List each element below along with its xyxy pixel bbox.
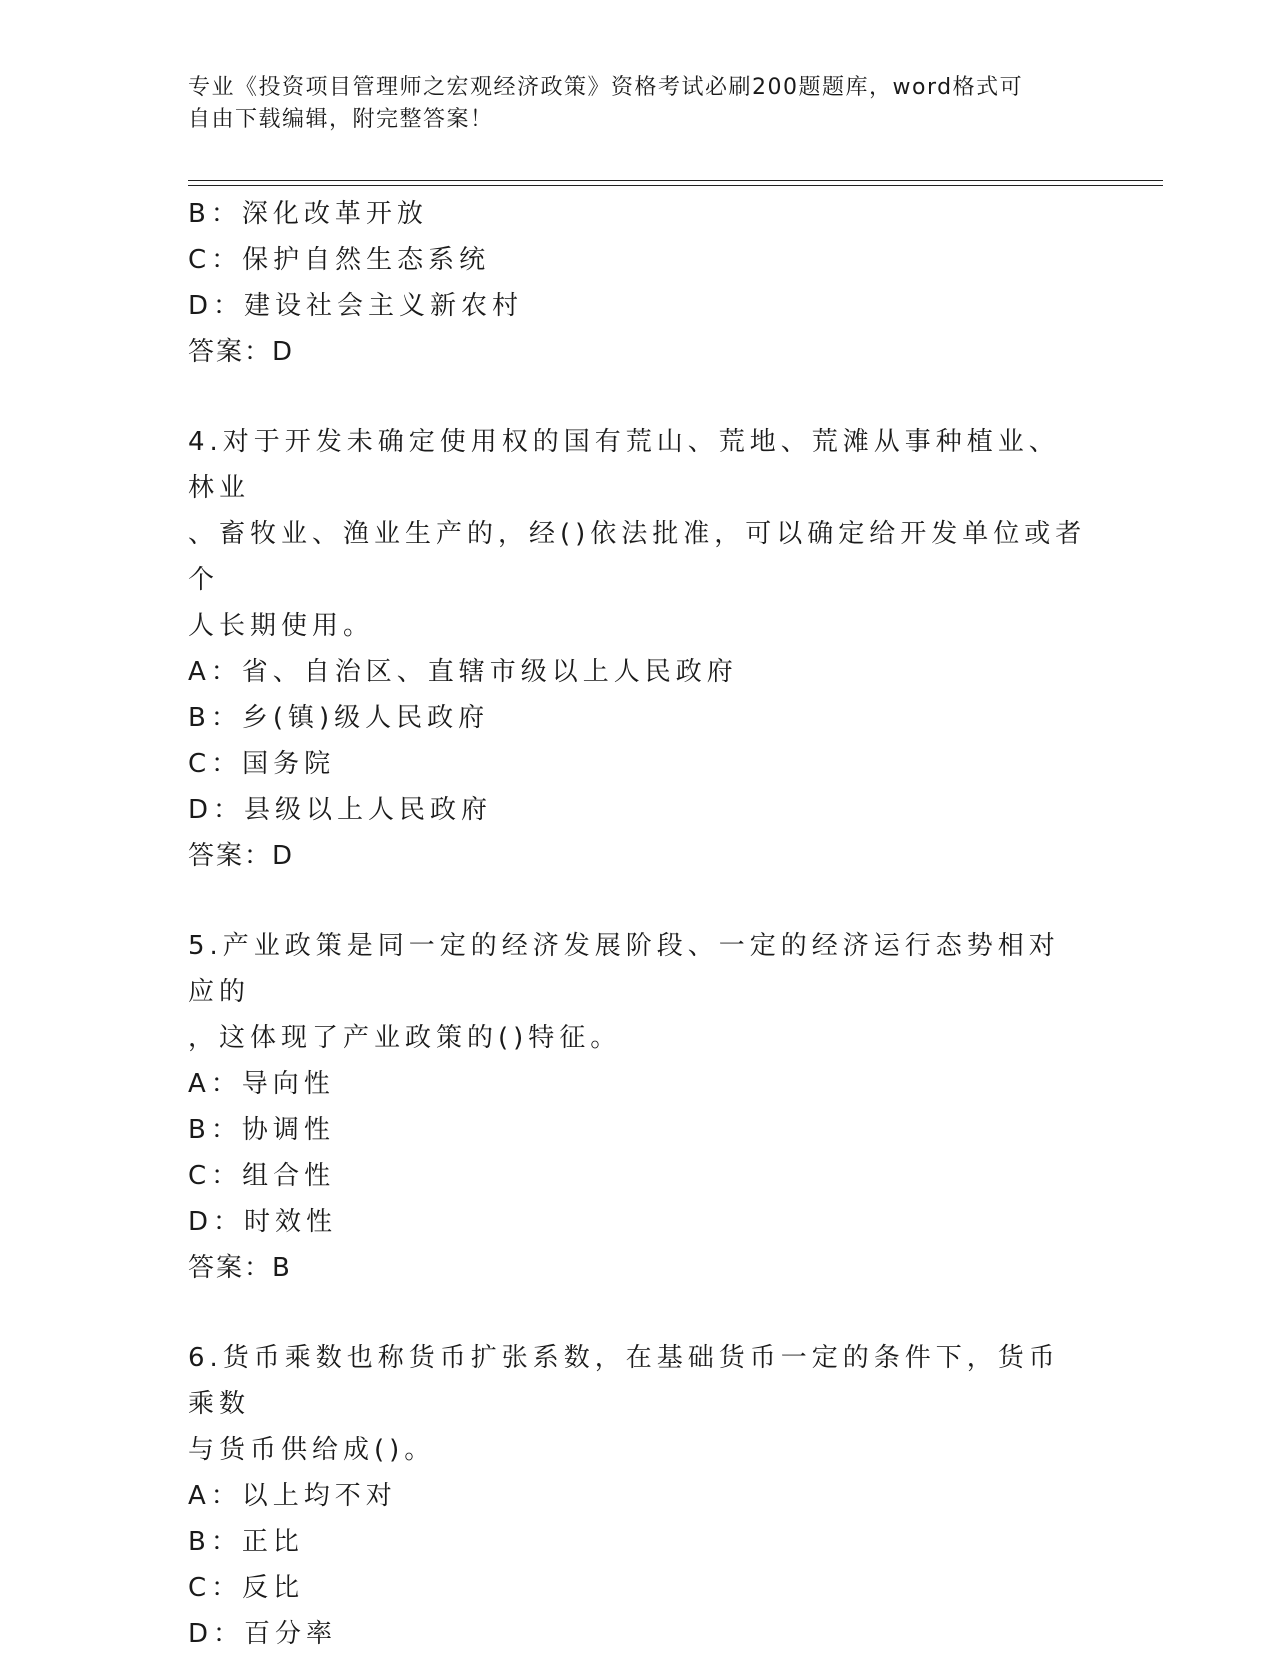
option-c: C：国务院 bbox=[188, 749, 336, 779]
answer-label: 答案：D bbox=[188, 337, 295, 367]
question-3-block bbox=[188, 191, 1088, 375]
question-6-block bbox=[188, 1335, 1088, 1657]
question-6-line-1: 6.货币乘数也称货币扩张系数，在基础货币一定的条件下，货币乘数 bbox=[188, 1343, 1060, 1419]
option-b: B：正比 bbox=[188, 1527, 304, 1557]
option-a: A：省、自治区、直辖市级以上人民政府 bbox=[188, 657, 738, 687]
question-5-line-2: ，这体现了产业政策的()特征。 bbox=[188, 1023, 622, 1053]
question-5-stem bbox=[188, 923, 1088, 1061]
option-c: C：保护自然生态系统 bbox=[188, 245, 491, 275]
question-4-line-1: 4.对于开发未确定使用权的国有荒山、荒地、荒滩从事种植业、林业 bbox=[188, 427, 1060, 503]
option-c: C：组合性 bbox=[188, 1161, 336, 1191]
header-divider-top bbox=[188, 180, 1163, 181]
question-4-stem bbox=[188, 419, 1088, 649]
question-4-block bbox=[188, 419, 1088, 879]
answer-label: 答案：D bbox=[188, 841, 295, 871]
question-5-line-1: 5.产业政策是同一定的经济发展阶段、一定的经济运行态势相对应的 bbox=[188, 931, 1060, 1007]
question-4-line-2: 、畜牧业、渔业生产的，经()依法批准，可以确定给开发单位或者个 bbox=[188, 519, 1087, 595]
option-b: B：深化改革开放 bbox=[188, 199, 428, 229]
question-4-line-3: 人长期使用。 bbox=[188, 611, 375, 641]
option-c: C：反比 bbox=[188, 1573, 305, 1603]
document-body bbox=[188, 191, 1088, 1657]
header-line-1: 专业《投资项目管理师之宏观经济政策》资格考试必刷200题题库，word格式可 bbox=[188, 75, 1024, 100]
option-b: B：乡(镇)级人民政府 bbox=[188, 703, 490, 733]
option-d: D：建设社会主义新农村 bbox=[188, 291, 524, 321]
option-d: D：时效性 bbox=[188, 1207, 338, 1237]
option-d: D：县级以上人民政府 bbox=[188, 795, 493, 825]
option-a: A：以上均不对 bbox=[188, 1481, 397, 1511]
question-6-line-2: 与货币供给成()。 bbox=[188, 1435, 436, 1465]
option-a: A：导向性 bbox=[188, 1069, 335, 1099]
header-divider-bottom bbox=[188, 185, 1163, 186]
option-b: B：协调性 bbox=[188, 1115, 335, 1145]
question-5-block bbox=[188, 923, 1088, 1291]
page-header bbox=[188, 72, 1088, 136]
question-6-stem bbox=[188, 1335, 1088, 1473]
answer-label: 答案：B bbox=[188, 1253, 292, 1283]
option-d: D：百分率 bbox=[188, 1619, 338, 1649]
header-line-2: 自由下载编辑，附完整答案！ bbox=[188, 107, 494, 132]
